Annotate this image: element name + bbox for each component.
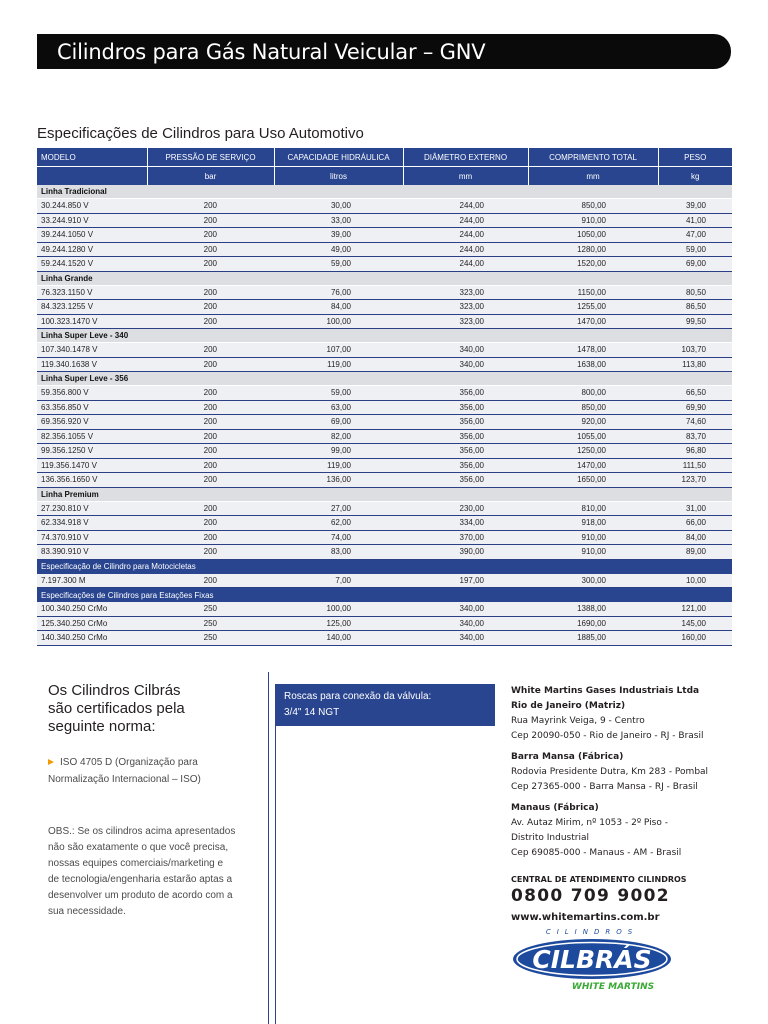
cell-pressao: 200	[147, 444, 274, 459]
iso-line: Normalização Internacional – ISO)	[48, 774, 201, 785]
table-row	[37, 357, 732, 372]
cell-pressao: 200	[147, 386, 274, 401]
unit-modelo	[37, 167, 147, 186]
certification-heading-line: seguinte norma:	[48, 718, 156, 735]
cell-diametro: 244,00	[403, 213, 528, 228]
cell-pressao: 200	[147, 285, 274, 300]
cell-comprimento: 1650,00	[528, 473, 658, 488]
cell-peso: 83,70	[658, 429, 732, 444]
hq-address-line: Rua Mayrink Veiga, 9 - Centro	[511, 716, 645, 726]
table-row	[37, 343, 732, 358]
threads-title: Roscas para conexão da válvula:	[284, 691, 432, 702]
spec-table-body	[37, 185, 732, 645]
cell-pressao: 200	[147, 574, 274, 588]
cell-diametro: 244,00	[403, 228, 528, 243]
cell-capacidade: 107,00	[274, 343, 403, 358]
spec-table	[37, 148, 732, 646]
table-units-row	[37, 167, 732, 186]
threads-value: 3/4" 14 NGT	[284, 707, 340, 718]
cell-modelo: 84.323.1255 V	[37, 300, 147, 315]
col-header-comprimento: COMPRIMENTO TOTAL	[528, 148, 658, 167]
cell-comprimento: 1520,00	[528, 257, 658, 272]
cell-peso: 10,00	[658, 574, 732, 588]
cell-modelo: 125.340.250 CrMo	[37, 616, 147, 631]
cell-diametro: 390,00	[403, 545, 528, 560]
certification-heading	[48, 682, 248, 736]
cell-modelo: 107.340.1478 V	[37, 343, 147, 358]
hq-title: Rio de Janeiro (Matriz)	[511, 701, 626, 711]
phone-number: 0800 709 9002	[511, 886, 670, 906]
cell-pressao: 200	[147, 199, 274, 214]
table-group-row	[37, 372, 732, 386]
cell-peso: 160,00	[658, 631, 732, 646]
cell-pressao: 250	[147, 631, 274, 646]
cell-diametro: 356,00	[403, 473, 528, 488]
iso-line: ISO 4705 D (Organização para	[60, 757, 198, 768]
obs-note	[48, 824, 263, 920]
unit-pressao: bar	[147, 167, 274, 186]
cell-capacidade: 84,00	[274, 300, 403, 315]
cell-diametro: 244,00	[403, 199, 528, 214]
table-header-row	[37, 148, 732, 167]
cell-diametro: 340,00	[403, 357, 528, 372]
cell-peso: 89,00	[658, 545, 732, 560]
cell-diametro: 230,00	[403, 501, 528, 516]
cell-comprimento: 1478,00	[528, 343, 658, 358]
unit-diametro: mm	[403, 167, 528, 186]
table-row	[37, 314, 732, 329]
cell-peso: 69,90	[658, 400, 732, 415]
cell-modelo: 59.356.800 V	[37, 386, 147, 401]
cell-pressao: 200	[147, 357, 274, 372]
cell-capacidade: 136,00	[274, 473, 403, 488]
cell-peso: 31,00	[658, 501, 732, 516]
table-row	[37, 228, 732, 243]
cell-diametro: 197,00	[403, 574, 528, 588]
bm-address-line: Rodovia Presidente Dutra, Km 283 - Pombal	[511, 767, 709, 777]
col-header-peso: PESO	[658, 148, 732, 167]
table-row	[37, 631, 732, 646]
cell-diametro: 356,00	[403, 386, 528, 401]
cell-capacidade: 74,00	[274, 530, 403, 545]
certification-heading-line: Os Cilindros Cilbrás	[48, 682, 181, 699]
logo-brand-text: CILBRÁS	[532, 945, 652, 974]
cell-capacidade: 76,00	[274, 285, 403, 300]
cell-modelo: 119.340.1638 V	[37, 357, 147, 372]
cell-comprimento: 1690,00	[528, 616, 658, 631]
table-row	[37, 616, 732, 631]
cell-capacidade: 99,00	[274, 444, 403, 459]
cell-comprimento: 910,00	[528, 213, 658, 228]
col-header-pressao: PRESSÃO DE SERVIÇO	[147, 148, 274, 167]
group-label: Linha Premium	[37, 487, 732, 501]
obs-line: sua necessidade.	[48, 906, 126, 917]
cell-modelo: 33.244.910 V	[37, 213, 147, 228]
table-row	[37, 213, 732, 228]
cell-diametro: 370,00	[403, 530, 528, 545]
obs-line: desenvolver um produto de acordo com a	[48, 890, 233, 901]
cell-peso: 66,00	[658, 516, 732, 531]
page-title: Cilindros para Gás Natural Veicular – GNV	[57, 40, 486, 64]
cell-capacidade: 63,00	[274, 400, 403, 415]
cell-diametro: 340,00	[403, 602, 528, 616]
cell-comprimento: 1885,00	[528, 631, 658, 646]
cell-comprimento: 1470,00	[528, 458, 658, 473]
cell-modelo: 30.244.850 V	[37, 199, 147, 214]
table-row	[37, 516, 732, 531]
cell-peso: 103,70	[658, 343, 732, 358]
group-label: Linha Super Leve - 356	[37, 372, 732, 386]
ma-title: Manaus (Fábrica)	[511, 803, 599, 813]
cell-pressao: 200	[147, 429, 274, 444]
bm-title: Barra Mansa (Fábrica)	[511, 752, 624, 762]
cell-diametro: 356,00	[403, 444, 528, 459]
company-name: White Martins Gases Industriais Ltda	[511, 686, 700, 696]
cell-comprimento: 1250,00	[528, 444, 658, 459]
cell-modelo: 74.370.910 V	[37, 530, 147, 545]
table-row	[37, 199, 732, 214]
cell-diametro: 244,00	[403, 242, 528, 257]
cell-modelo: 39.244.1050 V	[37, 228, 147, 243]
cell-capacidade: 82,00	[274, 429, 403, 444]
cell-capacidade: 59,00	[274, 386, 403, 401]
table-row	[37, 429, 732, 444]
unit-peso: kg	[658, 167, 732, 186]
certification-panel	[37, 672, 269, 1024]
cell-capacidade: 100,00	[274, 314, 403, 329]
cell-comprimento: 300,00	[528, 574, 658, 588]
obs-line: de tecnologia/engenharia estarão aptas a	[48, 874, 233, 885]
cilbras-logo-graphic	[512, 925, 672, 995]
ma-address-line: Distrito Industrial	[511, 833, 589, 843]
cell-capacidade: 30,00	[274, 199, 403, 214]
cell-peso: 123,70	[658, 473, 732, 488]
cell-peso: 74,60	[658, 415, 732, 430]
cell-diametro: 323,00	[403, 285, 528, 300]
unit-comprimento: mm	[528, 167, 658, 186]
cell-diametro: 356,00	[403, 458, 528, 473]
cell-comprimento: 1388,00	[528, 602, 658, 616]
cell-modelo: 69.356.920 V	[37, 415, 147, 430]
cell-comprimento: 1638,00	[528, 357, 658, 372]
cell-modelo: 136.356.1650 V	[37, 473, 147, 488]
cell-peso: 41,00	[658, 213, 732, 228]
cell-diametro: 340,00	[403, 343, 528, 358]
cell-capacidade: 59,00	[274, 257, 403, 272]
cell-modelo: 119.356.1470 V	[37, 458, 147, 473]
cell-peso: 96,80	[658, 444, 732, 459]
table-group-row	[37, 487, 732, 501]
cell-pressao: 200	[147, 314, 274, 329]
cell-capacidade: 140,00	[274, 631, 403, 646]
cell-peso: 111,50	[658, 458, 732, 473]
cell-comprimento: 1055,00	[528, 429, 658, 444]
table-row	[37, 415, 732, 430]
cell-peso: 80,50	[658, 285, 732, 300]
cell-comprimento: 1050,00	[528, 228, 658, 243]
cell-peso: 59,00	[658, 242, 732, 257]
cell-diametro: 340,00	[403, 631, 528, 646]
table-row	[37, 545, 732, 560]
table-row	[37, 257, 732, 272]
iso-standard	[48, 754, 258, 788]
cell-modelo: 99.356.1250 V	[37, 444, 147, 459]
cell-diametro: 323,00	[403, 300, 528, 315]
cell-peso: 86,50	[658, 300, 732, 315]
col-header-diametro: DIÂMETRO EXTERNO	[403, 148, 528, 167]
cell-pressao: 200	[147, 501, 274, 516]
cell-pressao: 200	[147, 343, 274, 358]
table-row	[37, 444, 732, 459]
table-row	[37, 574, 732, 588]
unit-capacidade: litros	[274, 167, 403, 186]
cell-modelo: 7.197.300 M	[37, 574, 147, 588]
cell-peso: 121,00	[658, 602, 732, 616]
cell-modelo: 83.390.910 V	[37, 545, 147, 560]
certification-heading-line: são certificados pela	[48, 700, 185, 717]
hq-address-line: Cep 20090-050 - Rio de Janeiro - RJ - Brasil	[511, 731, 704, 741]
cell-modelo: 76.323.1150 V	[37, 285, 147, 300]
cell-pressao: 250	[147, 616, 274, 631]
cell-peso: 47,00	[658, 228, 732, 243]
cell-pressao: 200	[147, 228, 274, 243]
cell-capacidade: 7,00	[274, 574, 403, 588]
cell-capacidade: 69,00	[274, 415, 403, 430]
group-label: Linha Grande	[37, 271, 732, 285]
cell-pressao: 200	[147, 458, 274, 473]
cell-capacidade: 62,00	[274, 516, 403, 531]
table-row	[37, 602, 732, 616]
contact-panel	[511, 684, 731, 923]
arrow-bullet-icon	[48, 759, 54, 765]
group-label: Linha Tradicional	[37, 185, 732, 199]
cell-capacidade: 27,00	[274, 501, 403, 516]
threads-box	[276, 684, 495, 726]
cell-modelo: 59.244.1520 V	[37, 257, 147, 272]
table-row	[37, 530, 732, 545]
cell-modelo: 100.323.1470 V	[37, 314, 147, 329]
cell-comprimento: 920,00	[528, 415, 658, 430]
cell-capacidade: 100,00	[274, 602, 403, 616]
logo-top-text: CILINDROS	[545, 928, 639, 936]
table-row	[37, 386, 732, 401]
cell-modelo: 140.340.250 CrMo	[37, 631, 147, 646]
cell-diametro: 356,00	[403, 400, 528, 415]
threads-panel	[275, 684, 495, 1024]
obs-line: não são exatamente o que você precisa,	[48, 842, 229, 853]
cell-modelo: 100.340.250 CrMo	[37, 602, 147, 616]
cell-capacidade: 49,00	[274, 242, 403, 257]
cell-capacidade: 39,00	[274, 228, 403, 243]
cell-pressao: 200	[147, 257, 274, 272]
table-group-row	[37, 185, 732, 199]
cell-pressao: 200	[147, 213, 274, 228]
ma-address-line: Av. Autaz Mirim, nº 1053 - 2º Piso -	[511, 818, 668, 828]
bm-address-line: Cep 27365-000 - Barra Mansa - RJ - Brasil	[511, 782, 698, 792]
obs-line: nossas equipes comerciais/marketing e	[48, 858, 224, 869]
cell-comprimento: 850,00	[528, 199, 658, 214]
group-label: Linha Super Leve - 340	[37, 329, 732, 343]
cell-peso: 145,00	[658, 616, 732, 631]
cell-peso: 84,00	[658, 530, 732, 545]
cell-pressao: 250	[147, 602, 274, 616]
cell-peso: 39,00	[658, 199, 732, 214]
cell-diametro: 323,00	[403, 314, 528, 329]
cell-capacidade: 125,00	[274, 616, 403, 631]
table-row	[37, 458, 732, 473]
table-row	[37, 300, 732, 315]
cell-comprimento: 918,00	[528, 516, 658, 531]
group-label: Especificações de Cilindros para Estações Fixas	[37, 588, 732, 603]
cell-pressao: 200	[147, 530, 274, 545]
cell-modelo: 62.334.918 V	[37, 516, 147, 531]
cell-diametro: 340,00	[403, 616, 528, 631]
table-row	[37, 473, 732, 488]
table-group-row	[37, 588, 732, 603]
ma-address-line: Cep 69085-000 - Manaus - AM - Brasil	[511, 848, 682, 858]
cell-pressao: 200	[147, 516, 274, 531]
cell-comprimento: 1150,00	[528, 285, 658, 300]
cell-modelo: 27.230.810 V	[37, 501, 147, 516]
cell-comprimento: 910,00	[528, 545, 658, 560]
cell-pressao: 200	[147, 545, 274, 560]
cell-diametro: 334,00	[403, 516, 528, 531]
col-header-capacidade: CAPACIDADE HIDRÁULICA	[274, 148, 403, 167]
cell-capacidade: 119,00	[274, 458, 403, 473]
table-row	[37, 285, 732, 300]
cell-capacidade: 83,00	[274, 545, 403, 560]
cell-comprimento: 800,00	[528, 386, 658, 401]
group-label: Especificação de Cilindro para Motocicletas	[37, 559, 732, 574]
cell-peso: 66,50	[658, 386, 732, 401]
table-group-row	[37, 271, 732, 285]
cell-diametro: 244,00	[403, 257, 528, 272]
cell-peso: 113,80	[658, 357, 732, 372]
cell-modelo: 49.244.1280 V	[37, 242, 147, 257]
col-header-modelo: MODELO	[37, 148, 147, 167]
cell-pressao: 200	[147, 473, 274, 488]
website-link[interactable]: www.whitemartins.com.br	[511, 912, 660, 923]
central-label: CENTRAL DE ATENDIMENTO CILINDROS	[511, 875, 687, 884]
cell-modelo: 82.356.1055 V	[37, 429, 147, 444]
cell-diametro: 356,00	[403, 429, 528, 444]
cell-pressao: 200	[147, 300, 274, 315]
section-title: Especificações de Cilindros para Uso Automotivo	[37, 125, 364, 142]
cell-peso: 69,00	[658, 257, 732, 272]
title-bar	[37, 34, 731, 69]
cell-diametro: 356,00	[403, 415, 528, 430]
cell-pressao: 200	[147, 415, 274, 430]
table-row	[37, 242, 732, 257]
table-row	[37, 501, 732, 516]
cell-comprimento: 1255,00	[528, 300, 658, 315]
table-group-row	[37, 559, 732, 574]
cell-modelo: 63.356.850 V	[37, 400, 147, 415]
logo-sub-text: WHITE MARTINS	[571, 982, 655, 992]
cell-capacidade: 33,00	[274, 213, 403, 228]
cell-pressao: 200	[147, 400, 274, 415]
cell-pressao: 200	[147, 242, 274, 257]
cell-comprimento: 850,00	[528, 400, 658, 415]
table-group-row	[37, 329, 732, 343]
cilbras-logo	[512, 925, 672, 995]
cell-peso: 99,50	[658, 314, 732, 329]
cell-comprimento: 810,00	[528, 501, 658, 516]
cell-comprimento: 910,00	[528, 530, 658, 545]
cell-capacidade: 119,00	[274, 357, 403, 372]
table-row	[37, 400, 732, 415]
cell-comprimento: 1470,00	[528, 314, 658, 329]
cell-comprimento: 1280,00	[528, 242, 658, 257]
obs-line: OBS.: Se os cilindros acima apresentados	[48, 826, 236, 837]
